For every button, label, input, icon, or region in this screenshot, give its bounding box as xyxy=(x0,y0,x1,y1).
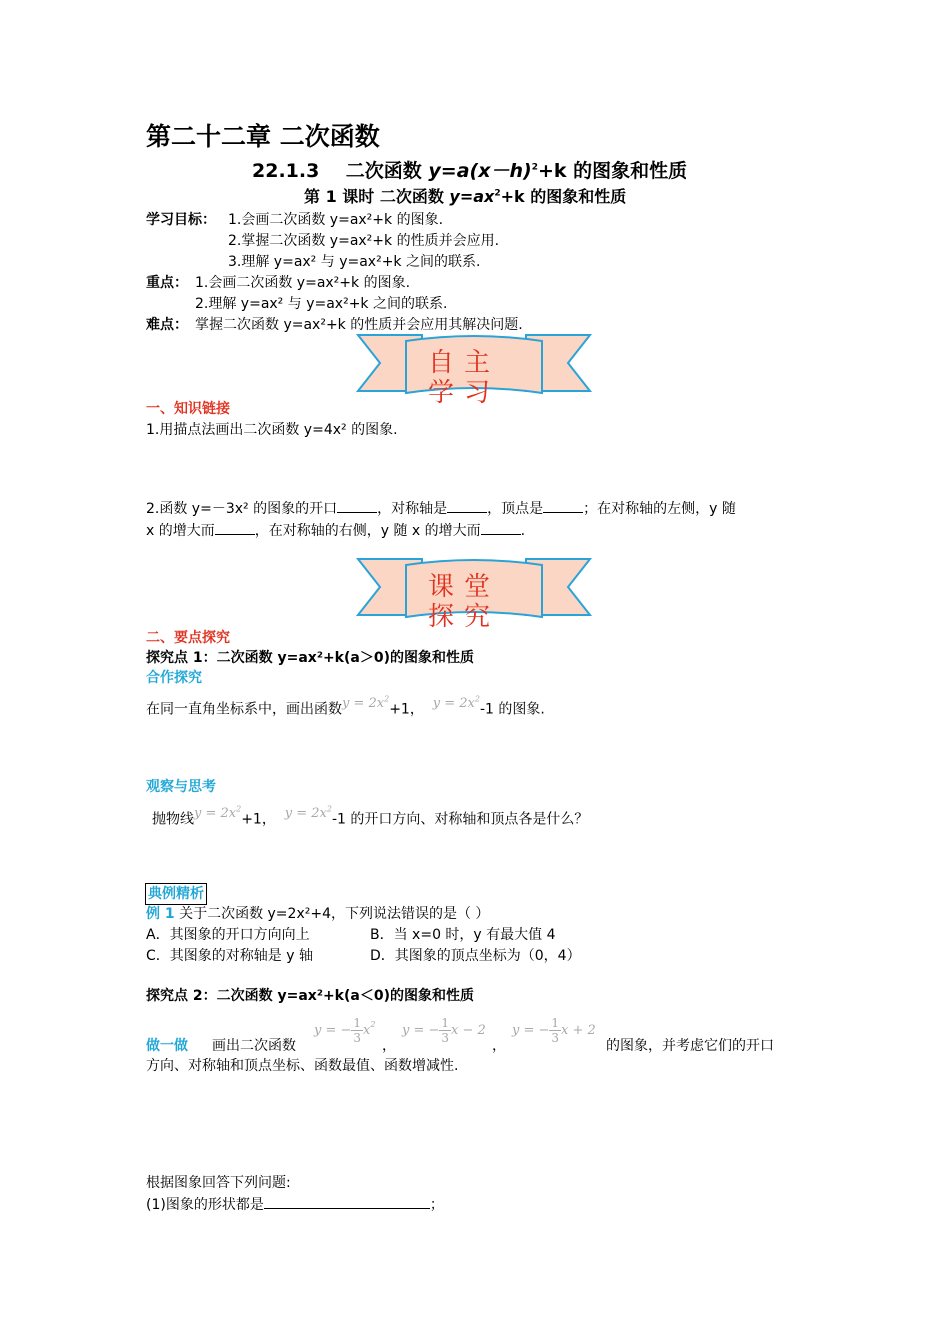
section-title xyxy=(252,158,687,184)
doit-text-b: 的图象，并考虑它们的开口 xyxy=(606,1038,774,1054)
answer-question-1 xyxy=(146,1194,444,1215)
ribbon-text-class-explore: 课堂探究 xyxy=(428,572,501,632)
section1-question-2-line2 xyxy=(146,520,525,541)
formula-2x2-d: $y = 2x^2$ xyxy=(284,805,332,822)
section2-heading: 二、要点探究 xyxy=(146,630,230,646)
coop-explore-text xyxy=(146,696,545,720)
q2-text-e: x 的增大而 xyxy=(146,523,215,539)
doit-formula-3: y = − $\frac{1}{3}$ x + 2 xyxy=(512,1016,596,1045)
doit-text-a: 画出二次函数 xyxy=(212,1038,296,1054)
ribbon-text-self-study: 自主学习 xyxy=(428,348,501,408)
q2-blank-axis[interactable] xyxy=(447,498,487,513)
lesson-title-post: +k 的图象和性质 xyxy=(500,187,627,206)
key-points-label: 重点： xyxy=(146,275,188,291)
option-d: D．其图象的顶点坐标为（0，4） xyxy=(370,948,581,964)
doit-comma-1: ， xyxy=(382,1038,396,1054)
difficulty-text: 掌握二次函数 y=ax²+k 的性质并会应用其解决问题. xyxy=(195,317,523,333)
q2-text-b: ，对称轴是 xyxy=(377,501,448,517)
section-title-post: +k 的图象和性质 xyxy=(537,160,688,182)
lesson-formula: y=ax xyxy=(449,187,495,206)
q2-blank-right-trend[interactable] xyxy=(481,520,521,535)
answer-q1-text: (1)图象的形状都是 xyxy=(146,1197,264,1213)
goals-label: 学习目标： xyxy=(146,212,216,228)
difficulty-label: 难点： xyxy=(146,317,188,333)
coop-text-a: 在同一直角坐标系中，画出函数 xyxy=(146,701,342,718)
formula-2x2-b: $y = 2x^2$ xyxy=(432,695,480,712)
section-title-pre: 二次函数 xyxy=(345,160,429,182)
coop-text-b: +1， xyxy=(389,701,424,718)
doit-text-line2: 方向、对称轴和顶点坐标、函数最值、函数增减性. xyxy=(146,1058,459,1074)
q2-text-a: 2.函数 y=－3x² 的图象的开口 xyxy=(146,501,338,517)
goal-item-2: 2.掌握二次函数 y=ax²+k 的性质并会应用. xyxy=(228,233,500,249)
answer-q1-end: ； xyxy=(429,1197,444,1213)
lesson-title xyxy=(304,186,626,208)
section-formula: y=a(x－h) xyxy=(428,160,532,182)
doit-formula-2: y = − $\frac{1}{3}$ x − 2 xyxy=(402,1016,486,1045)
observe-heading: 观察与思考 xyxy=(146,779,216,795)
example-1 xyxy=(146,904,489,924)
key-point-2: 2.理解 y=ax² 与 y=ax²+k 之间的联系. xyxy=(195,296,448,312)
option-b: B．当 x=0 时，y 有最大值 4 xyxy=(370,927,556,943)
explore-point-1: 探究点 1：二次函数 y=ax²+k(a＞0)的图象和性质 xyxy=(146,650,474,666)
chapter-title: 第二十二章 二次函数 xyxy=(146,122,380,151)
section1-heading: 一、知识链接 xyxy=(146,401,230,417)
coop-text-c: -1 的图象. xyxy=(479,701,545,718)
observe-text-a: 抛物线 xyxy=(152,811,194,828)
section1-question-1: 1.用描点法画出二次函数 y=4x² 的图象. xyxy=(146,422,398,438)
doit-comma-2: ， xyxy=(492,1038,506,1054)
goal-item-3: 3.理解 y=ax² 与 y=ax²+k 之间的联系. xyxy=(228,254,481,270)
explore-point-2: 探究点 2：二次函数 y=ax²+k(a＜0)的图象和性质 xyxy=(146,988,474,1004)
example-1-label: 例 1 xyxy=(146,906,175,922)
observe-text-c: -1 的开口方向、对称轴和顶点各是什么？ xyxy=(331,811,589,828)
section-number: 22.1.3 xyxy=(252,160,320,182)
doit-heading: 做一做 xyxy=(146,1038,188,1054)
key-point-1: 1.会画二次函数 y=ax²+k 的图象. xyxy=(195,275,411,291)
q2-text-d: ；在对称轴的左侧，y 随 xyxy=(583,501,736,517)
answer-intro: 根据图象回答下列问题: xyxy=(146,1175,291,1191)
q2-text-g: . xyxy=(520,523,526,539)
q2-text-f: ，在对称轴的右侧，y 随 x 的增大而 xyxy=(254,523,481,539)
answer-q1-blank[interactable] xyxy=(264,1194,430,1209)
formula-2x2-c: $y = 2x^2$ xyxy=(194,805,242,822)
coop-explore-heading: 合作探究 xyxy=(146,670,202,686)
q2-text-c: ，顶点是 xyxy=(487,501,544,517)
example-1-text: 关于二次函数 y=2x²+4，下列说法错误的是（ ） xyxy=(174,906,490,922)
lesson-title-pre: 第 1 课时 二次函数 xyxy=(304,187,450,206)
q2-blank-vertex[interactable] xyxy=(543,498,583,513)
option-c: C．其图象的对称轴是 y 轴 xyxy=(146,948,313,964)
doit-formula-1: y = − $\frac{1}{3}$ x 2 xyxy=(314,1016,376,1045)
formula-2x2-a: $y = 2x^2$ xyxy=(342,695,390,712)
observe-text xyxy=(152,806,588,830)
observe-text-b: +1， xyxy=(241,811,276,828)
option-a: A．其图象的开口方向向上 xyxy=(146,927,310,943)
q2-blank-left-trend[interactable] xyxy=(215,520,255,535)
section1-question-2-line1 xyxy=(146,498,736,519)
q2-blank-opening[interactable] xyxy=(337,498,377,513)
goal-item-1: 1.会画二次函数 y=ax²+k 的图象. xyxy=(228,212,444,228)
example-box-label: 典例精析 xyxy=(145,883,207,905)
lesson-formula-sup: 2 xyxy=(494,188,501,199)
section-formula-sup: 2 xyxy=(531,162,538,173)
